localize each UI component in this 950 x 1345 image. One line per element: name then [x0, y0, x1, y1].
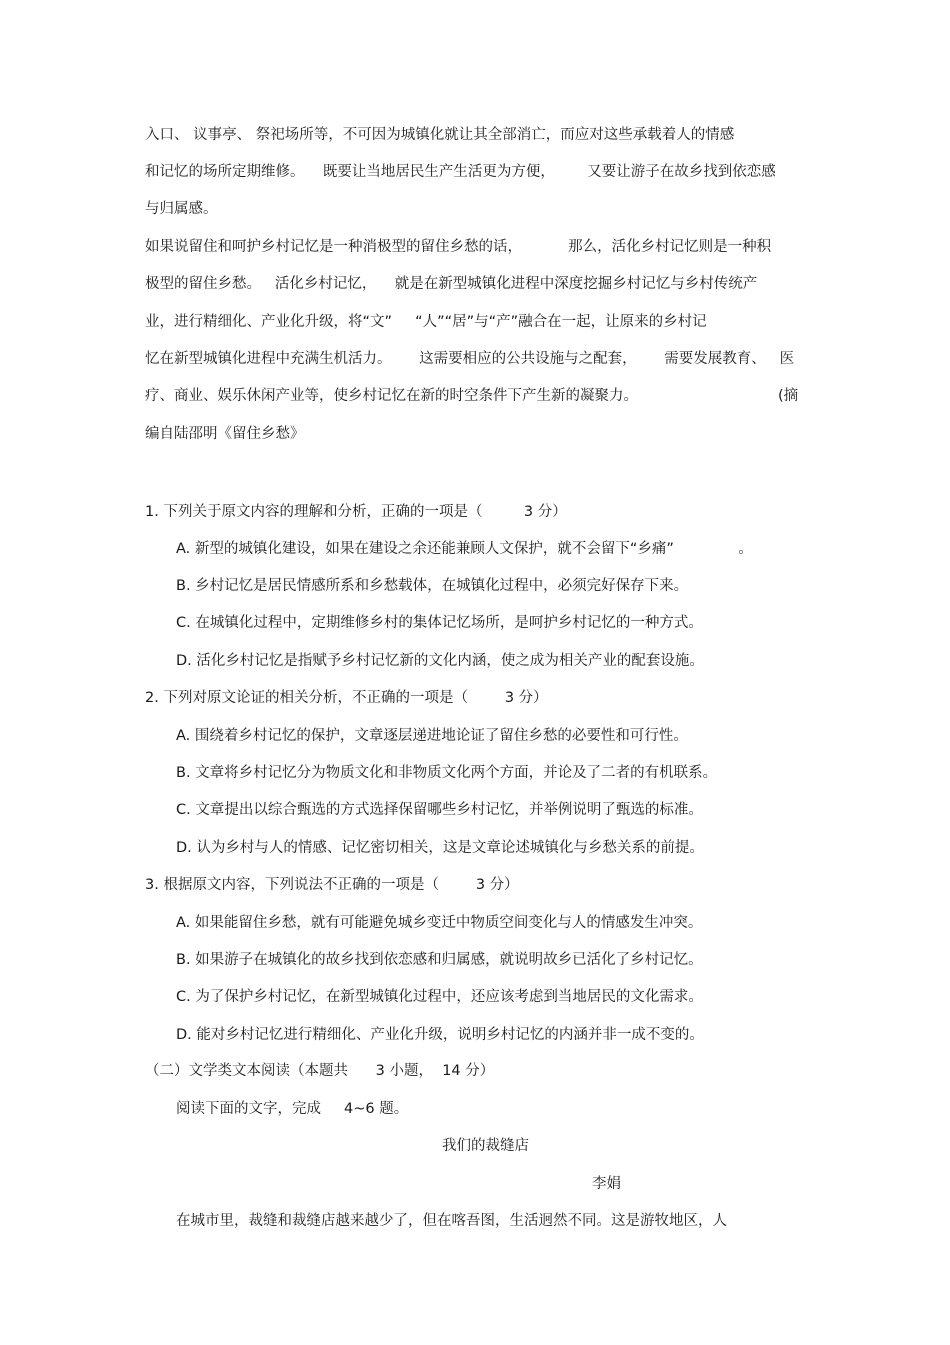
question-option: C. 在城镇化过程中，定期维修乡村的集体记忆场所，是呵护乡村记忆的一种方式。: [176, 615, 703, 631]
story-first-line: 在城市里，裁缝和裁缝店越来越少了，但在喀吾图，生活迥然不同。这是游牧地区，人: [176, 1213, 727, 1229]
question-option: B. 乡村记忆是居民情感所系和乡愁载体，在城镇化过程中，必须完好保存下来。: [176, 578, 689, 594]
question-option: A. 围绕着乡村记忆的保护，文章逐层递进地论证了留住乡愁的必要性和可行性。: [176, 728, 688, 744]
section-heading: （二）文学类文本阅读（本题共 3 小题， 14 分）: [145, 1063, 495, 1079]
question-option: D. 认为乡村与人的情感、记忆密切相关，这是文章论述城镇化与乡愁关系的前提。: [176, 840, 704, 856]
passage-line: 入口、 议事亭、 祭祀场所等，不可因为城镇化就让其全部消亡，而应对这些承载着人的情感: [145, 127, 735, 143]
section-instruction: 阅读下面的文字，完成 4~6 题。: [176, 1101, 409, 1117]
story-title: 我们的裁缝店: [442, 1138, 529, 1154]
question-option: D. 能对乡村记忆进行精细化、产业化升级，说明乡村记忆的内涵并非一成不变的。: [176, 1027, 704, 1043]
passage-line: 如果说留住和呵护乡村记忆是一种消极型的留住乡愁的话， 那么，活化乡村记忆则是一种积: [145, 239, 772, 255]
passage-line: 业，进行精细化、产业化升级，将“文” “人”“居”与“产”融合在一起，让原来的乡村记: [145, 314, 707, 330]
question-stem: 1. 下列关于原文内容的理解和分析，正确的一项是（ 3 分）: [145, 504, 567, 520]
passage-line: 极型的留住乡愁。 活化乡村记忆， 就是在新型城镇化进程中深度挖掘乡村记忆与乡村传统产: [145, 276, 758, 292]
question-option: A. 如果能留住乡愁，就有可能避免城乡变迁中物质空间变化与人的情感发生冲突。: [176, 915, 703, 931]
question-option: A. 新型的城镇化建设，如果在建设之余还能兼顾人文保护，就不会留下“乡痛” 。: [176, 541, 753, 557]
question-option: B. 文章将乡村记忆分为物质文化和非物质文化两个方面，并论及了二者的有机联系。: [176, 765, 718, 781]
passage-line: 和记忆的场所定期维修。 既要让当地居民生产生活更为方便， 又要让游子在故乡找到依恋感: [145, 164, 776, 180]
question-stem: 2. 下列对原文论证的相关分析，不正确的一项是（ 3 分）: [145, 690, 548, 706]
question-option: C. 为了保护乡村记忆，在新型城镇化过程中，还应该考虑到当地居民的文化需求。: [176, 989, 703, 1005]
passage-line: (摘: [778, 388, 799, 404]
story-author: 李娟: [592, 1176, 621, 1192]
passage-line: 与归属感。: [145, 201, 218, 217]
passage-source: 编自陆邵明《留住乡愁》: [145, 426, 305, 442]
question-option: D. 活化乡村记忆是指赋予乡村记忆新的文化内涵，使之成为相关产业的配套设施。: [176, 653, 704, 669]
question-stem: 3. 根据原文内容，下列说法不正确的一项是（ 3 分）: [145, 877, 519, 893]
passage-line: 疗、商业、娱乐休闲产业等，使乡村记忆在新的时空条件下产生新的凝聚力。: [145, 388, 638, 404]
question-option: C. 文章提出以综合甄选的方式选择保留哪些乡村记忆，并举例说明了甄选的标准。: [176, 802, 703, 818]
question-option: B. 如果游子在城镇化的故乡找到依恋感和归属感，就说明故乡已活化了乡村记忆。: [176, 952, 703, 968]
passage-line: 忆在新型城镇化进程中充满生机活力。 这需要相应的公共设施与之配套， 需要发展教育、 医: [145, 351, 795, 367]
